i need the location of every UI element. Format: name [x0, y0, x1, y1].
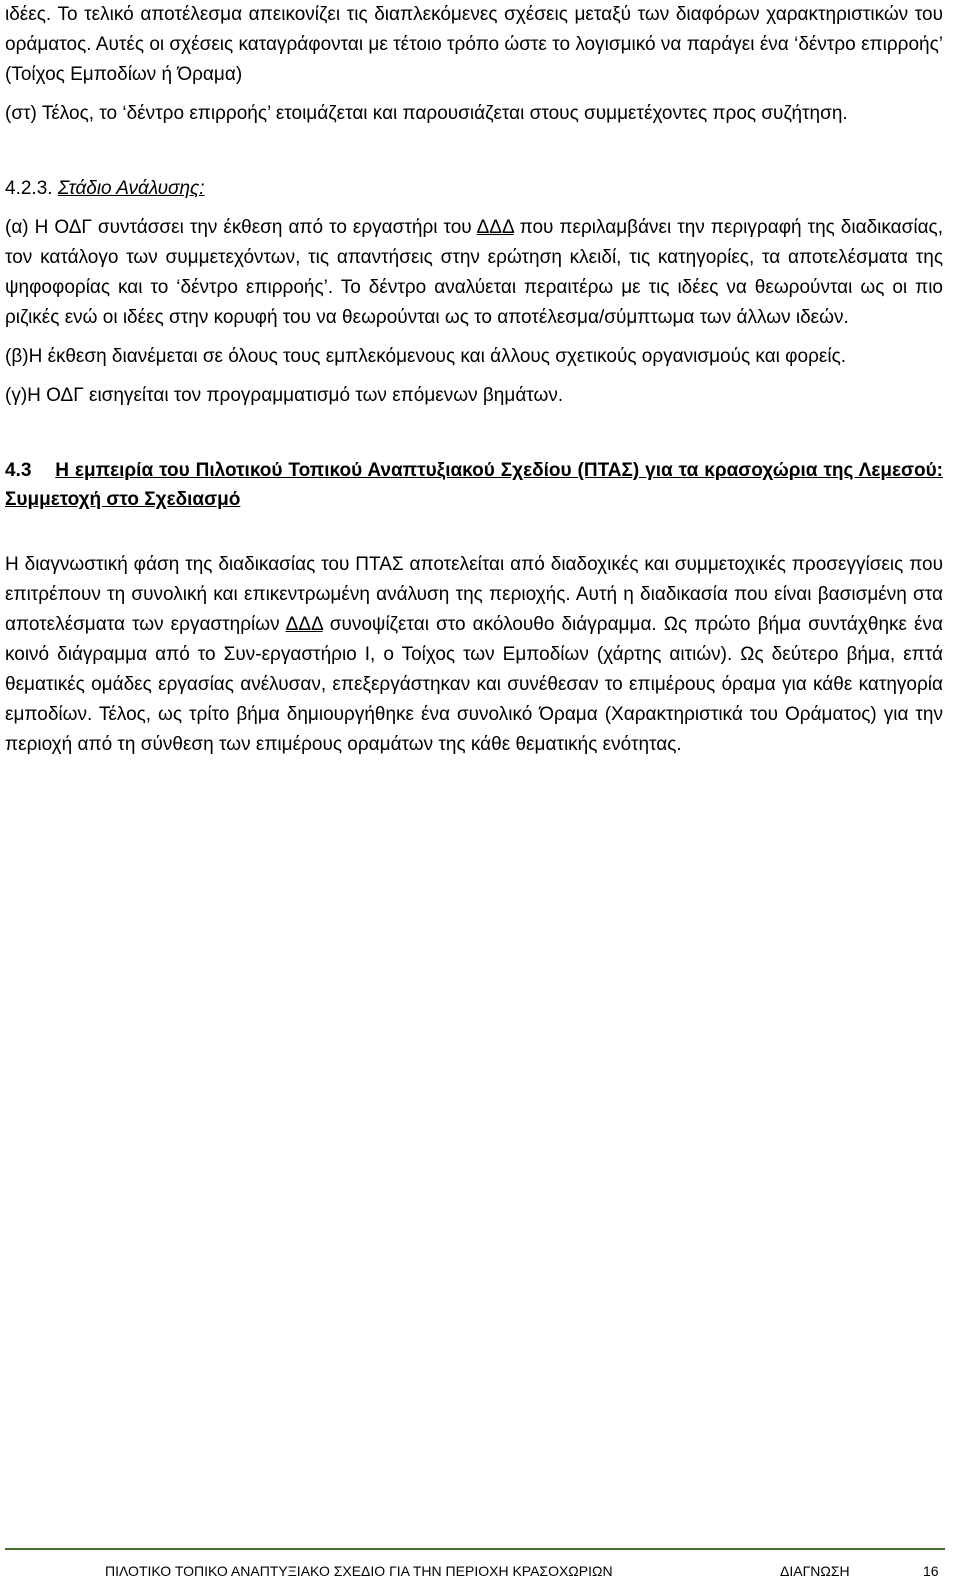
document-page [5, 0, 943, 760]
spacer [5, 333, 943, 342]
item-a-text-2: που περιλαμβάνει την περιγραφή της διαδικασίας, τον κατάλογο των συμμετεχόντων, τις απαντήσεις στην ερώτηση κλειδί, τις κατηγορίες, τα αποτελέσματα της ψηφοφορίας και το ‘δέντρο επιρροής’. Το δέντρο αναλύεται περαιτέρω με τις ιδέες να θεωρούνται ως οι πιο ριζικές ενώ οι ιδέες στην κορυφή του να θεωρούνται ως το αποτέλεσμα/σύμπτωμα των άλλων ιδεών. [5, 217, 943, 328]
subsection-heading [5, 174, 943, 204]
section-number: 4.3 [5, 460, 32, 481]
section-title: Η εμπειρία του Πιλοτικού Τοπικού Αναπτυξιακού Σχεδίου (ΠΤΑΣ) για τα κρασοχώρια της Λεμεσού: Συμμετοχή στο Σχεδιασμό [5, 460, 943, 510]
item-b: (β)Η έκθεση διανέμεται σε όλους τους εμπλεκόμενους και άλλους σχετικούς οργανισμούς και φορείς. [5, 346, 847, 367]
section-heading [5, 456, 943, 514]
item-a-acronym: ΔΔΔ [476, 217, 514, 238]
subsection-number: 4.2.3. [5, 178, 53, 199]
paragraph-step-st: (στ) Τέλος, το ‘δέντρο επιρροής’ ετοιμάζεται και παρουσιάζεται στους συμμετέχοντες προς συζήτηση. [5, 103, 848, 124]
footer-document-title: ΠΙΛΟΤΙΚΟ ΤΟΠΙΚΟ ΑΝΑΠΤΥΞΙΑΚΟ ΣΧΕΔΙΟ ΓΙΑ ΤΗΝ ΠΕΡΙΟΧΗ ΚΡΑΣΟΧΩΡΙΩΝ [105, 1563, 613, 1579]
item-a-text-1: (α) Η ΟΔΓ συντάσσει την έκθεση από το εργαστήρι του [5, 217, 477, 238]
item-a [5, 213, 943, 333]
section-body-text-1: Η διαγνωστική φάση της διαδικασίας του ΠΤΑΣ αποτελείται από διαδοχικές και συμμετοχικές προσεγγίσεις που επιτρέπουν τη συνολική και επικεντρωμένη ανάλυση της περιοχής. Αυτή η διαδικασία που είναι βασισμένη στα αποτελέσματα των εργαστηρίων [5, 554, 943, 635]
subsection-title: Στάδιο Ανάλυσης: [57, 178, 205, 199]
section-body [5, 550, 943, 760]
spacer [5, 372, 943, 381]
spacer [5, 90, 943, 99]
footer-page-number: 16 [923, 1563, 939, 1579]
section-body-text-2: συνοψίζεται στο ακόλουθο διάγραμμα. Ως πρώτο βήμα συντάχθηκε ένα κοινό διάγραμμα από το Συν-εργαστήριο Ι, ο Τοίχος των Εμποδίων (χάρτης αιτιών). Ως δεύτερο βήμα, επτά θεματικές ομάδες εργασίας ανέλυσαν, επεξεργάστηκαν και συνέθεσαν το επιμέρους όραμα για κάθε κατηγορία εμποδίων. Τέλος, ως τρίτο βήμα δημιουργήθηκε ένα συνολικό Όραμα (Χαρακτηριστικά του Οράματος) για την περιοχή από τη σύνθεση των επιμέρους οραμάτων της κάθε θεματικής ενότητας. [5, 614, 944, 755]
footer-rule [5, 1548, 945, 1550]
spacer [5, 514, 943, 550]
section-body-acronym: ΔΔΔ [285, 614, 323, 635]
spacer [5, 411, 943, 456]
spacer [5, 204, 943, 213]
item-c: (γ)Η ΟΔΓ εισηγείται τον προγραμματισμό των επόμενων βημάτων. [5, 385, 564, 406]
footer-section-name: ΔΙΑΓΝΩΣΗ [780, 1563, 850, 1579]
spacer [5, 129, 943, 174]
paragraph-continuation: ιδέες. Το τελικό αποτέλεσμα απεικονίζει τις διαπλεκόμενες σχέσεις μεταξύ των διαφόρων χαρακτηριστικών του οράματος. Αυτές οι σχέσεις καταγράφονται με τέτοιο τρόπο ώστε το λογισμικό να παράγει ένα ‘δέντρο επιρροής’ (Τοίχος Εμποδίων ή Όραμα) [5, 4, 943, 85]
